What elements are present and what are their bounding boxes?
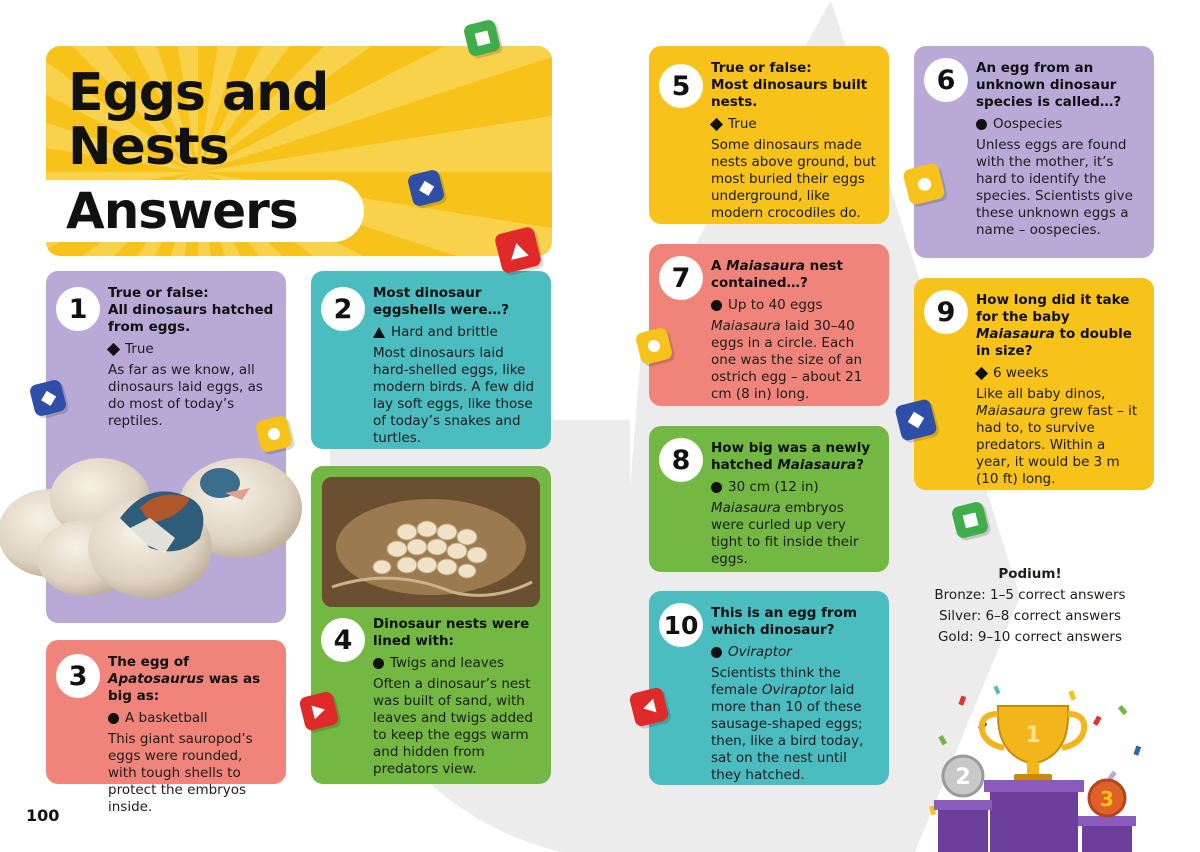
card-explanation: Most dinosaurs laid hard-shelled eggs, like modern birds. A few did lay soft eggs, like those of today’s snakes and turtles. bbox=[373, 345, 535, 446]
page-title: Eggs and Nests bbox=[68, 63, 329, 177]
circle-icon bbox=[976, 119, 987, 130]
diamond-icon bbox=[908, 412, 924, 428]
answer-card-10 bbox=[649, 591, 889, 785]
circle-icon bbox=[711, 482, 722, 493]
card-explanation: Some dinosaurs made nests above ground, but most buried their eggs underground, like modern crocodiles do. bbox=[711, 137, 876, 221]
page-number: 100 bbox=[26, 806, 60, 825]
diamond-icon bbox=[710, 118, 723, 131]
card-number: 3 bbox=[56, 654, 100, 698]
triangle-icon bbox=[311, 703, 326, 719]
card-explanation: Maiasaura embryos were curled up very tight to fit inside their eggs. bbox=[711, 500, 859, 567]
card-answer: True bbox=[711, 116, 877, 133]
card-answer: Twigs and leaves bbox=[373, 655, 539, 672]
triangle-icon bbox=[507, 241, 528, 260]
card-question: An egg from an unknown dinosaur species is called…? bbox=[976, 60, 1122, 110]
answer-card-8 bbox=[649, 426, 889, 572]
diamond-icon bbox=[40, 390, 55, 405]
card-answer: A basketball bbox=[108, 710, 274, 727]
podium-scoring bbox=[930, 564, 1130, 648]
answer-card-9 bbox=[914, 278, 1154, 490]
podium-heading: Podium! bbox=[998, 566, 1062, 582]
card-number: 8 bbox=[659, 438, 703, 482]
circle-icon bbox=[647, 339, 662, 354]
card-number: 6 bbox=[924, 58, 968, 102]
card-explanation: Scientists think the female Oviraptor laid more than 10 of these sausage-shaped eggs; then, like a bird today, sat on the nest until they hatched. bbox=[711, 665, 864, 783]
triangle-icon bbox=[641, 699, 656, 715]
card-explanation: This giant sauropod’s eggs were rounded, with tough shells to protect the embryos inside. bbox=[108, 731, 253, 815]
card-question: How big was a newly hatched Maiasaura? bbox=[711, 440, 871, 473]
card-answer: 6 weeks bbox=[976, 365, 1142, 382]
answer-card-7 bbox=[649, 244, 889, 406]
square-icon bbox=[962, 512, 978, 528]
diamond-icon bbox=[975, 367, 988, 380]
card-number: 5 bbox=[659, 64, 703, 108]
card-question: Most dinosaur eggshells were…? bbox=[373, 285, 510, 318]
card-question: The egg of Apatosaurus was as big as: bbox=[108, 654, 261, 704]
card-explanation: Maiasaura laid 30–40 eggs in a circle. Each one was the size of an ostrich egg – about 21 cm (8 in) long. bbox=[711, 318, 863, 402]
answer-card-6 bbox=[914, 46, 1154, 258]
card-question: This is an egg from which dinosaur? bbox=[711, 605, 858, 638]
card-answer: Oviraptor bbox=[711, 644, 877, 661]
card-number: 10 bbox=[659, 603, 703, 647]
card-question: True or false: Most dinosaurs built nests. bbox=[711, 60, 868, 110]
second-place-label: 2 bbox=[955, 765, 971, 790]
podium-gold: Gold: 9–10 correct answers bbox=[937, 629, 1123, 645]
first-place-label: 1 bbox=[1025, 723, 1041, 748]
answer-card-3 bbox=[46, 640, 286, 815]
card-explanation: Like all baby dinos, Maiasaura grew fast – it had to, to survive predators. Within a year, it would be 3 m (10 ft) long. bbox=[976, 386, 1138, 487]
circle-icon bbox=[711, 647, 722, 658]
podium-silver: Silver: 6–8 correct answers bbox=[938, 608, 1122, 624]
circle-icon bbox=[916, 176, 932, 192]
card-explanation: Often a dinosaur’s nest was built of sand, with leaves and twigs added to keep the eggs warm and hidden from predators view. bbox=[373, 676, 533, 777]
card-number: 9 bbox=[924, 290, 968, 334]
card-question: True or false: All dinosaurs hatched from eggs. bbox=[108, 285, 274, 335]
card-number: 1 bbox=[56, 287, 100, 331]
card-answer: 30 cm (12 in) bbox=[711, 479, 877, 496]
answer-card-5 bbox=[649, 46, 889, 224]
card-answer: Oospecies bbox=[976, 116, 1142, 133]
page-subtitle: Answers bbox=[66, 182, 298, 240]
card-question: A Maiasaura nest contained…? bbox=[711, 258, 843, 291]
card-number: 4 bbox=[321, 618, 365, 662]
card-answer: True bbox=[108, 341, 274, 358]
circle-icon bbox=[373, 658, 384, 669]
circle-icon bbox=[711, 300, 722, 311]
third-place-label: 3 bbox=[1100, 787, 1114, 811]
card-answer: Hard and brittle bbox=[373, 324, 539, 341]
card-answer: Up to 40 eggs bbox=[711, 297, 877, 314]
diamond-icon bbox=[107, 343, 120, 356]
square-icon bbox=[474, 30, 490, 46]
podium-trophy-illustration bbox=[920, 676, 1170, 852]
card-question: How long did it take for the baby Maiasaura to double in size? bbox=[976, 292, 1132, 359]
diamond-icon bbox=[418, 180, 433, 195]
triangle-icon bbox=[373, 327, 385, 338]
card-question: Dinosaur nests were lined with: bbox=[373, 616, 530, 649]
circle-icon bbox=[267, 427, 282, 442]
dinosaur-nest-image bbox=[322, 477, 540, 607]
card-explanation: As far as we know, all dinosaurs laid eggs, as do most of today’s reptiles. bbox=[108, 362, 263, 429]
card-explanation: Unless eggs are found with the mother, it’s hard to identify the species. Scientists give these unknown eggs a name – oospecies. bbox=[976, 137, 1133, 238]
podium-bronze: Bronze: 1–5 correct answers bbox=[934, 587, 1126, 603]
answer-card-2 bbox=[311, 271, 551, 449]
hatching-dinosaur-image bbox=[0, 448, 312, 598]
card-number: 7 bbox=[659, 256, 703, 300]
card-number: 2 bbox=[321, 287, 365, 331]
circle-icon bbox=[108, 713, 119, 724]
